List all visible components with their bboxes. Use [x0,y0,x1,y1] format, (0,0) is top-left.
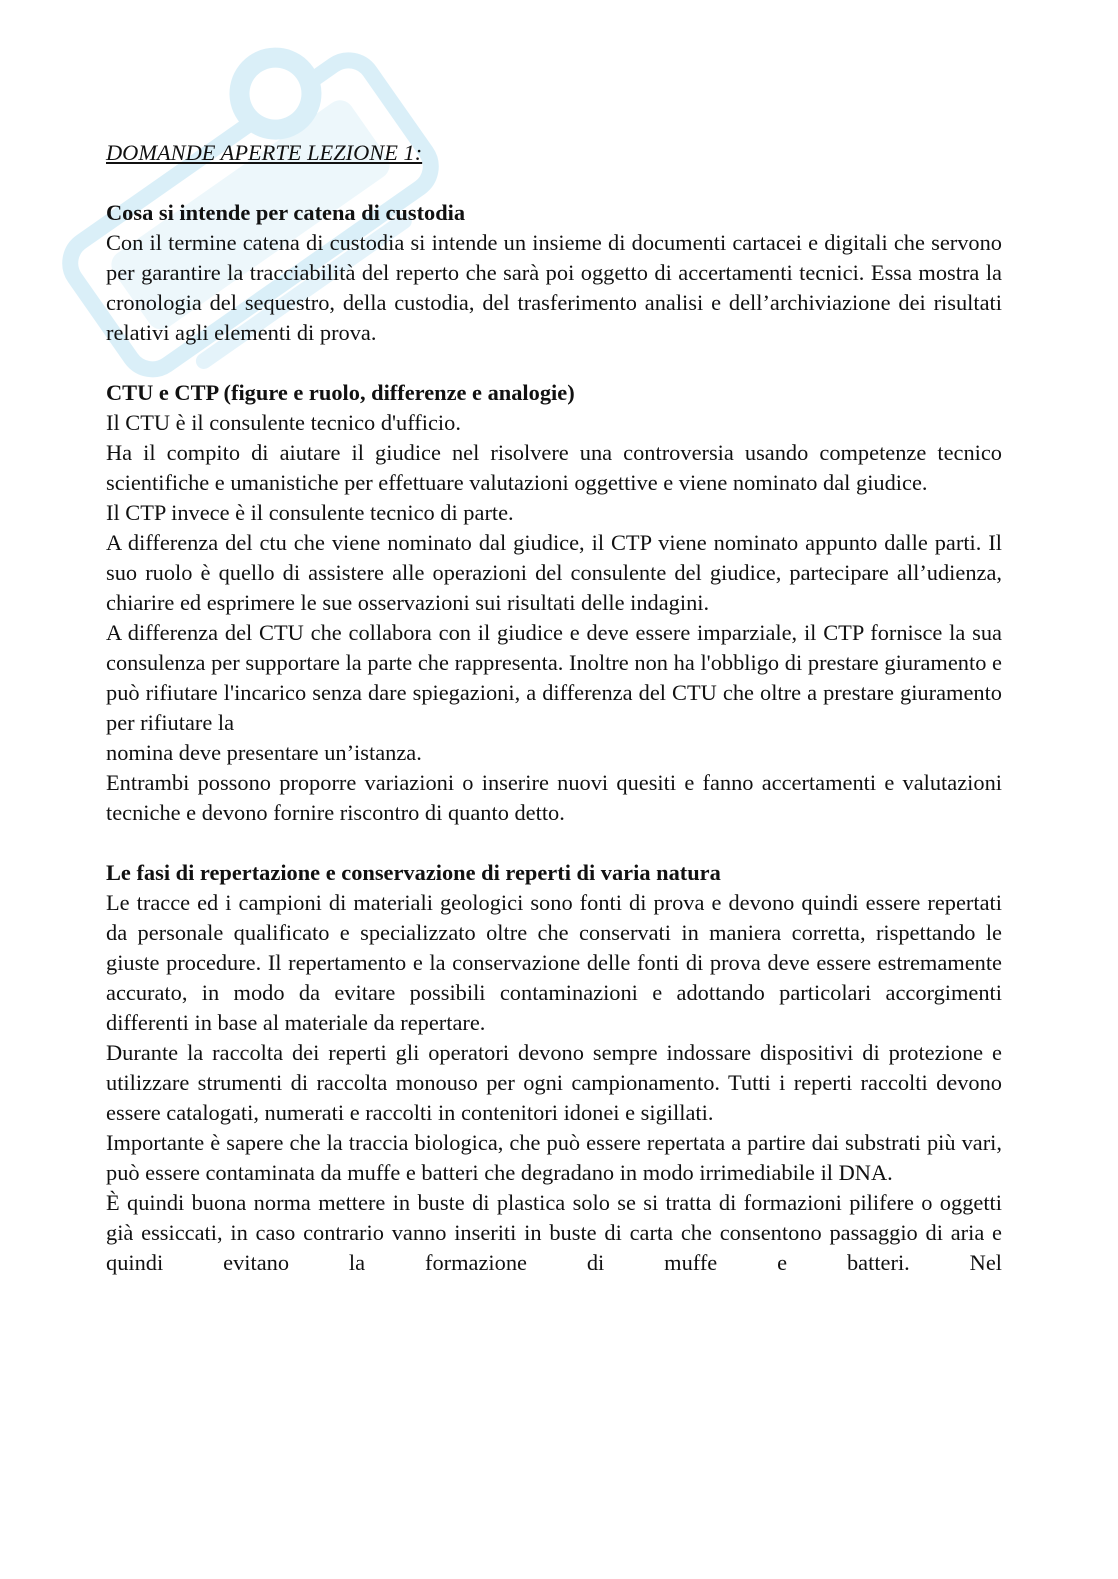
paragraph: A differenza del CTU che collabora con il giudice e deve essere imparziale, il CTP fornisce la sua consulenza per supportare la parte che rappresenta. Inoltre non ha l'obbligo di prestare giuramento e può rifiutare l'incarico senza dare spiegazioni, a differenza del CTU che oltre a prestare giuramento per rifiutare la [106,620,1002,735]
section-catena-custodia [106,198,1002,348]
section-heading: CTU e CTP (figure e ruolo, differenze e analogie) [106,380,575,405]
paragraph: Le tracce ed i campioni di materiali geologici sono fonti di prova e devono quindi essere repertati da personale qualificato e specializzato oltre che conservati in maniera corretta, rispettando le giuste procedure. Il repertamento e la conservazione delle fonti di prova deve essere estremamente accurato, in modo da evitare possibili contaminazioni e adottando particolari accorgimenti differenti in base al materiale da repertare. [106,890,1002,1035]
section-heading: Cosa si intende per catena di custodia [106,200,466,225]
document-title: DOMANDE APERTE LEZIONE 1: [106,140,423,165]
paragraph: Importante è sapere che la traccia biologica, che può essere repertata a partire dai substrati più vari, può essere contaminata da muffe e batteri che degradano in modo irrimediabile il DNA. [106,1130,1002,1185]
paragraph: A differenza del ctu che viene nominato dal giudice, il CTP viene nominato appunto dalle parti. Il suo ruolo è quello di assistere alle operazioni del consulente del giudice, partecipare all’udienza, chiarire ed esprimere le sue osservazioni sui risultati delle indagini. [106,530,1002,615]
paragraph: È quindi buona norma mettere in buste di plastica solo se si tratta di formazioni pilifere o oggetti già essiccati, in caso contrario vanno inseriti in buste di carta che consentono passaggio di aria e quindi evitano la formazione di muffe e batteri. Nel [106,1190,1002,1275]
paragraph: Il CTU è il consulente tecnico d'ufficio. [106,410,461,435]
paragraph: Durante la raccolta dei reperti gli operatori devono sempre indossare dispositivi di protezione e utilizzare strumenti di raccolta monouso per ogni campionamento. Tutti i reperti raccolti devono essere catalogati, numerati e raccolti in contenitori idonei e sigillati. [106,1040,1002,1125]
paragraph: Con il termine catena di custodia si intende un insieme di documenti cartacei e digitali che servono per garantire la tracciabilità del reperto che sarà poi oggetto di accertamenti tecnici. Essa mostra la cronologia del sequestro, della custodia, del trasferimento analisi e dell’archiviazione dei risultati relativi agli elementi di prova. [106,230,1002,345]
section-heading: Le fasi di repertazione e conservazione di reperti di varia natura [106,860,721,885]
section-repertazione [106,858,1002,1278]
document-page [106,138,1002,1308]
paragraph: nomina deve presentare un’istanza. [106,740,422,765]
paragraph: Entrambi possono proporre variazioni o inserire nuovi quesiti e fanno accertamenti e valutazioni tecniche e devono fornire riscontro di quanto detto. [106,770,1002,825]
paragraph: Il CTP invece è il consulente tecnico di parte. [106,500,514,525]
section-ctu-ctp [106,378,1002,828]
paragraph: Ha il compito di aiutare il giudice nel risolvere una controversia usando competenze tecnico scientifiche e umanistiche per effettuare valutazioni oggettive e viene nominato dal giudice. [106,440,1002,495]
